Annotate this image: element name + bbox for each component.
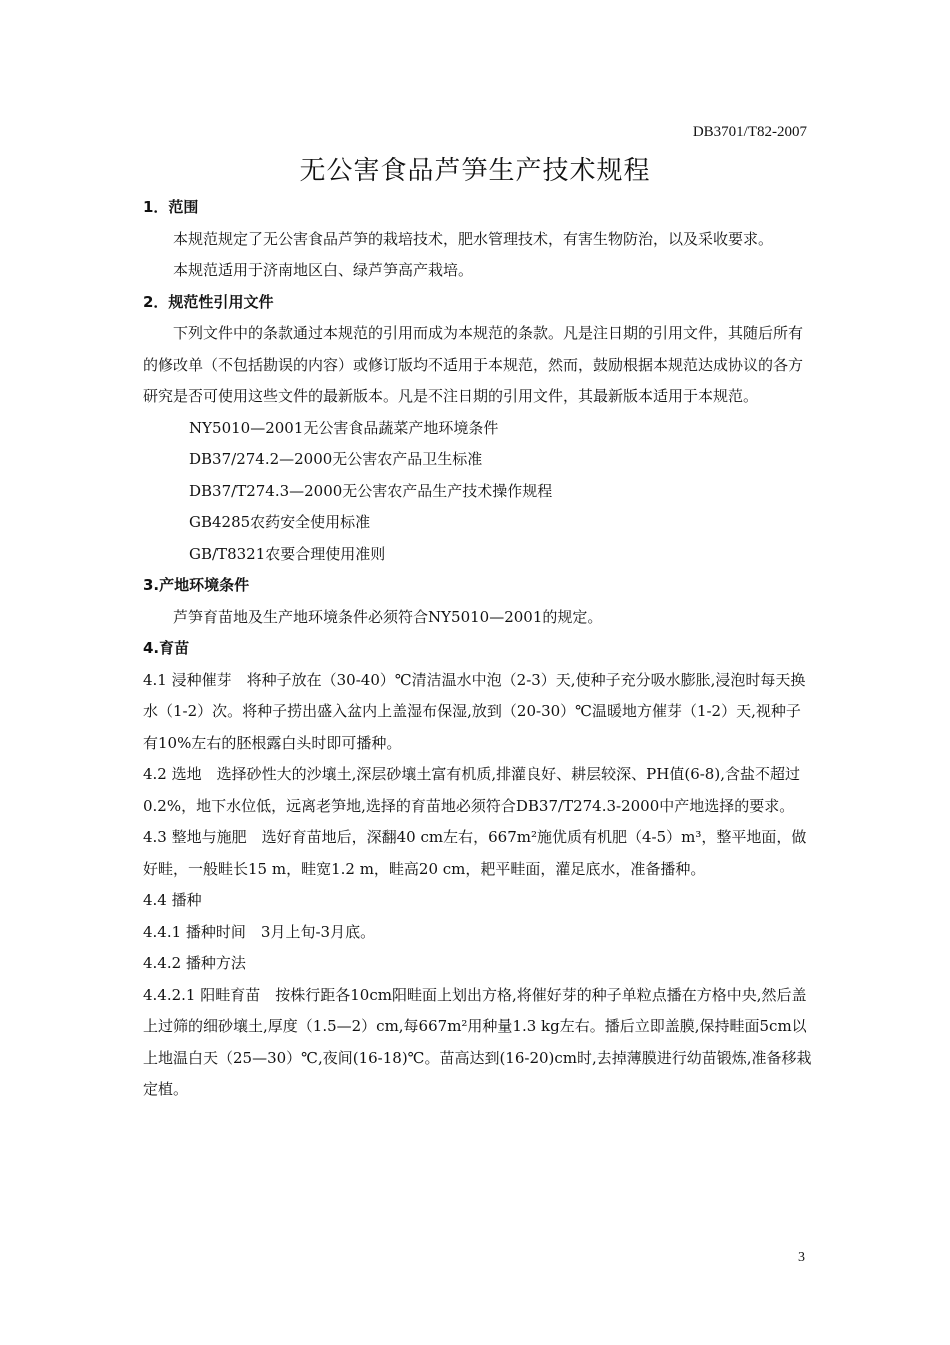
reference-item: NY5010—2001无公害食品蔬菜产地环境条件 [189, 418, 499, 437]
reference-item: GB4285农药安全使用标准 [189, 513, 371, 531]
section-2-heading: 2．规范性引用文件 [143, 292, 274, 311]
document-code: DB3701/T82-2007 [692, 124, 807, 140]
clause-4-3: 4.3 整地与施肥 选好育苗地后，深翻40 cm左右，667m²施优质有机肥（4-5）m³，整平地面，做好畦，一般畦长15 m，畦宽1.2 m，畦高20 cm，耙平畦面，灌足底水，准备播种。 [143, 828, 807, 878]
reference-item: GB/T8321农要合理使用准则 [189, 544, 386, 563]
page-number: 3 [798, 1250, 805, 1265]
section-3-heading: 3.产地环境条件 [143, 576, 250, 594]
reference-item: DB37/T274.3—2000无公害农产品生产技术操作规程 [189, 481, 553, 500]
clause-4-4-1: 4.4.1 播种时间 3月上旬-3月底。 [143, 922, 376, 941]
section-1-paragraph: 本规范规定了无公害食品芦笋的栽培技术，肥水管理技术，有害生物防治，以及采收要求。 [173, 229, 774, 248]
section-3-paragraph: 芦笋育苗地及生产地环境条件必须符合NY5010—2001的规定。 [173, 607, 603, 626]
page-title: 无公害食品芦笋生产技术规程 [299, 156, 651, 186]
clause-4-2: 4.2 选地 选择砂性大的沙壤土,深层砂壤土富有机质,排灌良好、耕层较深、PH值(6-8),含盐不超过0.2%，地下水位低，远离老笋地,选择的育苗地必须符合DB37/T274.3-2000中产地选择的要求。 [143, 765, 800, 815]
reference-item: DB37/274.2—2000无公害农产品卫生标准 [189, 450, 483, 468]
document-body [143, 192, 815, 1106]
section-2-paragraph: 下列文件中的条款通过本规范的引用而成为本规范的条款。凡是注日期的引用文件，其随后所有的修改单（不包括勘误的内容）或修订版均不适用于本规范，然而，鼓励根据本规范达成协议的各方研究是否可使用这些文件的最新版本。凡是不注日期的引用文件，其最新版本适用于本规范。 [143, 324, 804, 405]
section-1-paragraph: 本规范适用于济南地区白、绿芦笋高产栽培。 [173, 261, 474, 279]
section-1-heading: 1．范围 [143, 198, 199, 216]
clause-4-4: 4.4 播种 [143, 891, 202, 909]
clause-4-1: 4.1 浸种催芽 将种子放在（30-40）℃清洁温水中泡（2-3）天,使种子充分吸水膨胀,浸泡时每天换水（1-2）次。将种子捞出盛入盆内上盖湿布保湿,放到（20-30）℃温暖地方催芽（1-2）天,视种子有10%左右的胚根露白头时即可播种。 [143, 670, 806, 752]
clause-4-4-2: 4.4.2 播种方法 [143, 954, 246, 972]
clause-4-4-2-1: 4.4.2.1 阳畦育苗 按株行距各10cm阳畦面上划出方格,将催好芽的种子单粒点播在方格中央,然后盖上过筛的细砂壤土,厚度（1.5—2）cm,每667m²用种量1.3 kg左右。播后立即盖膜,保持畦面5cm以上地温白天（25—30）℃,夜间(16-18)℃。苗高达到(16-20)cm时,去掉薄膜进行幼苗锻炼,准备移栽定植。 [143, 985, 812, 1098]
section-4-heading: 4.育苗 [143, 639, 190, 657]
